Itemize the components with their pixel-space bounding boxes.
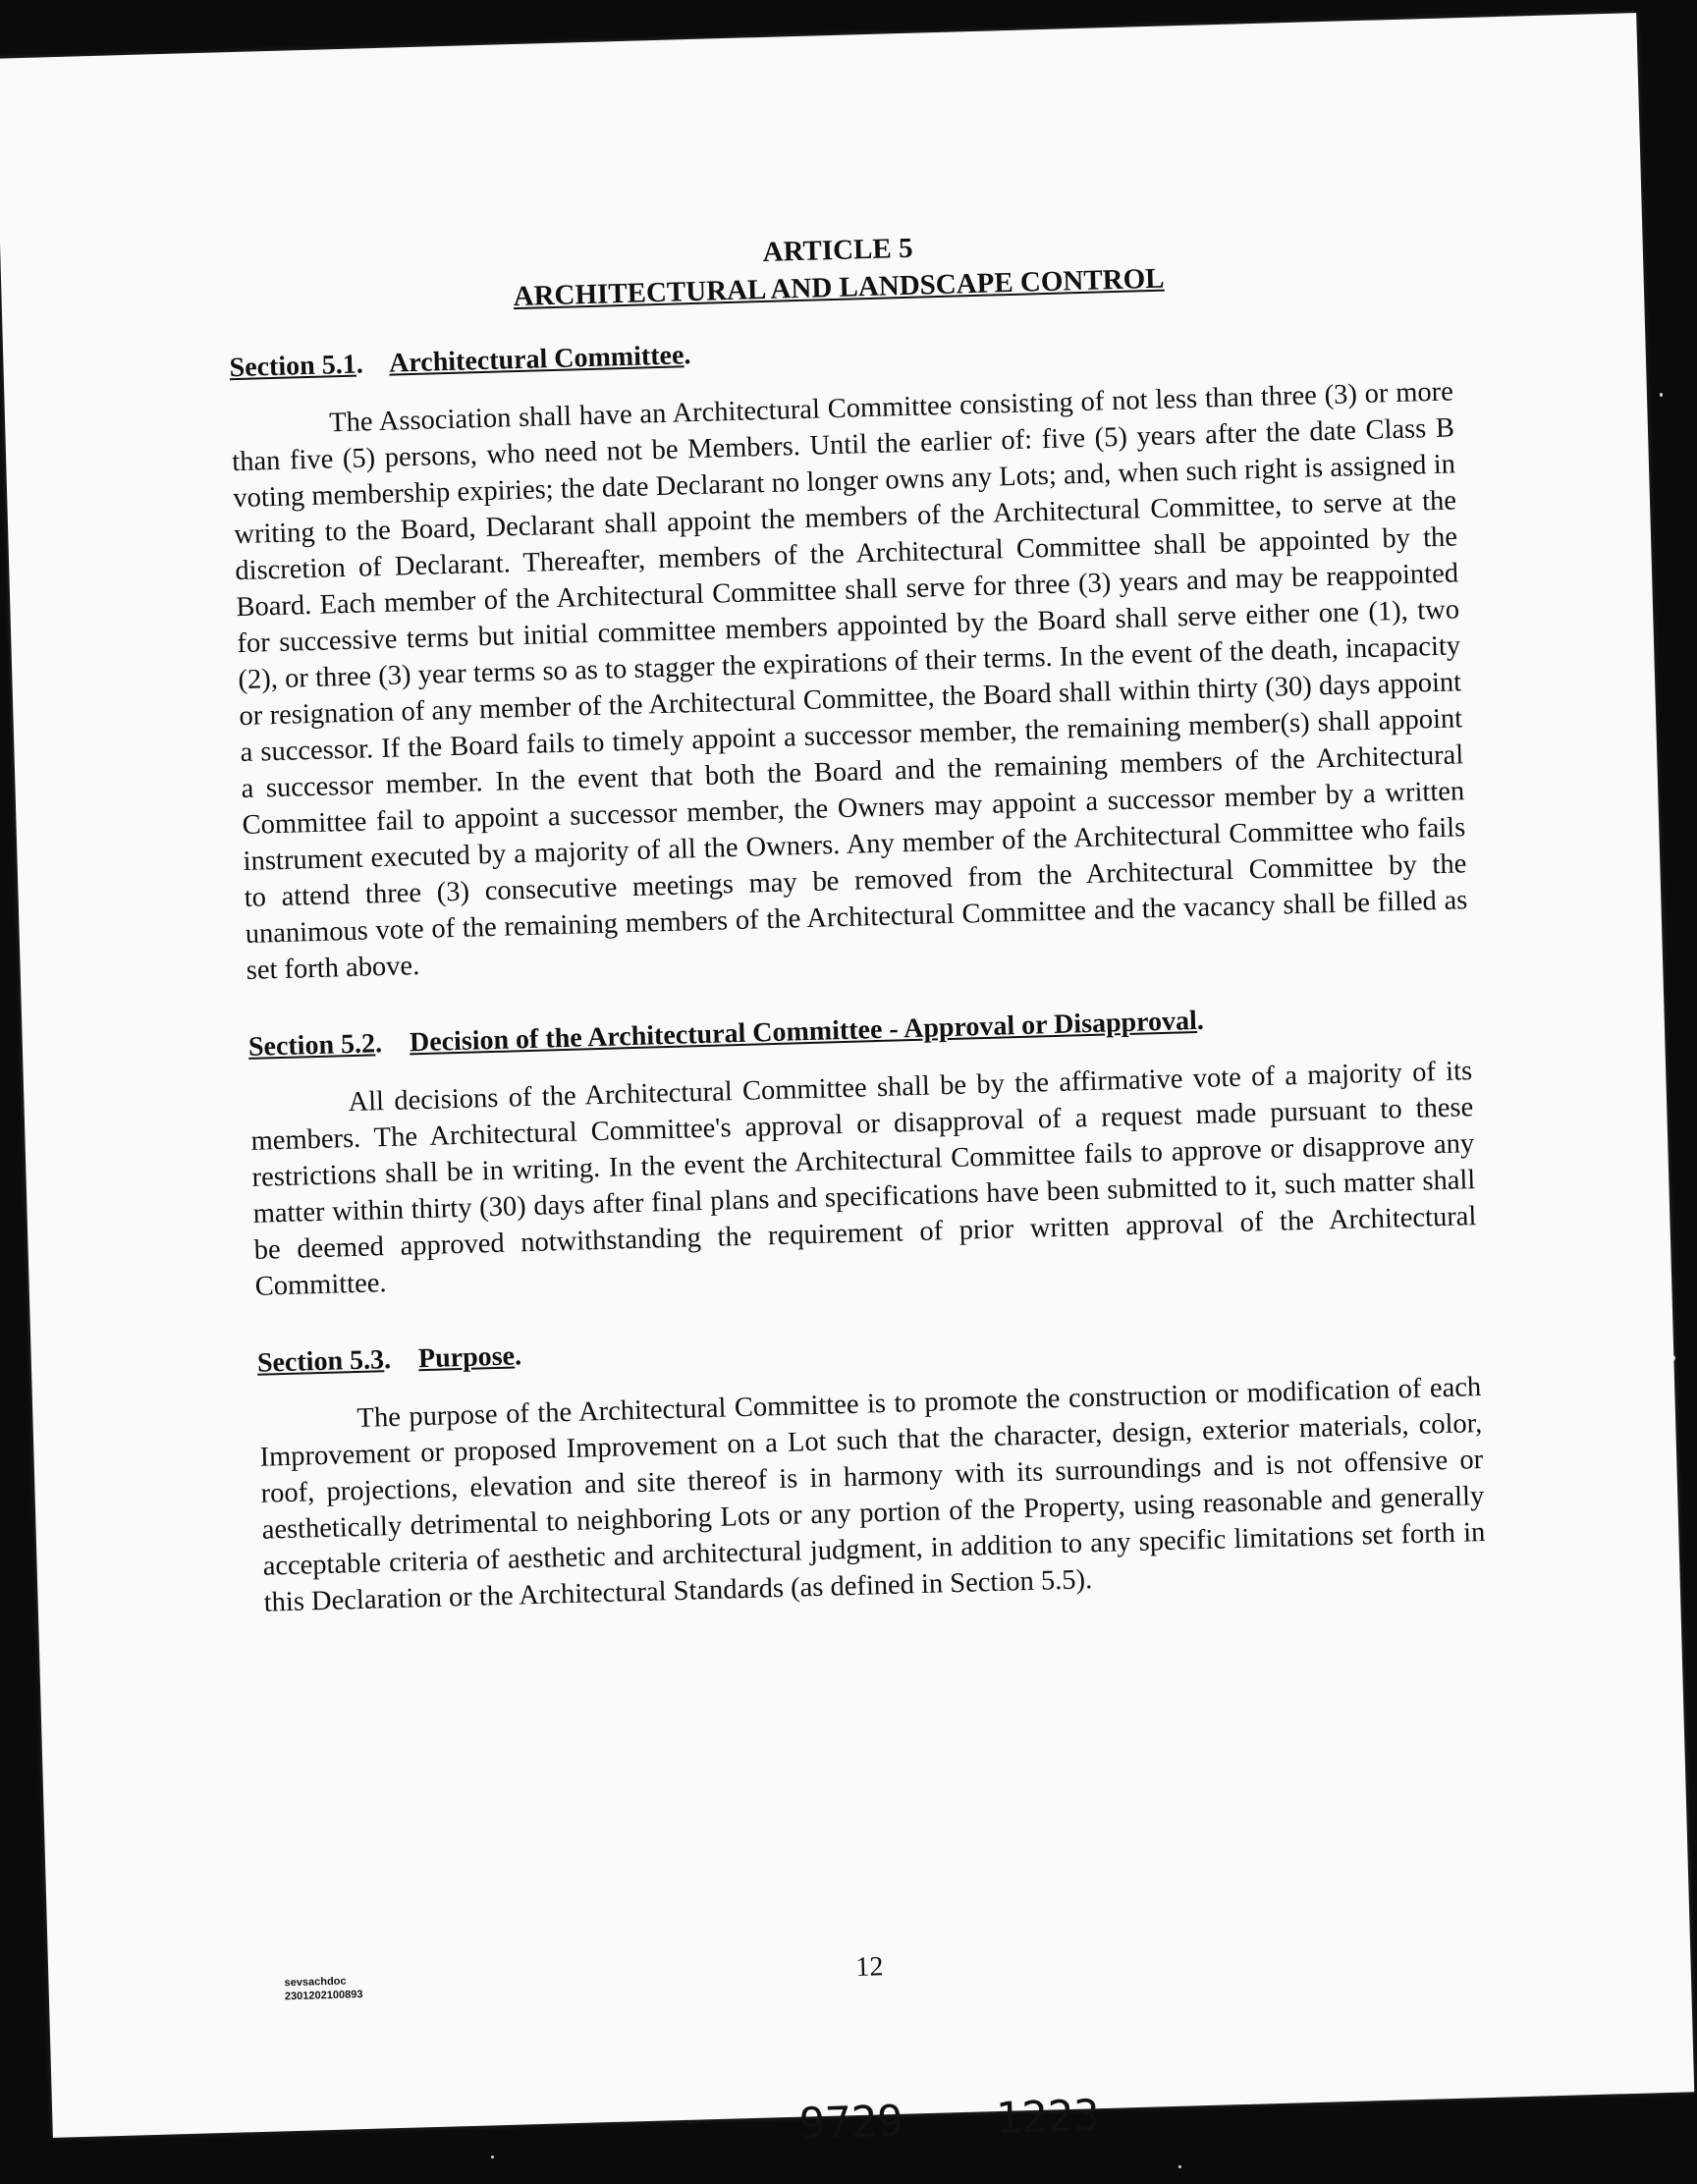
- scan-speck: [1660, 393, 1663, 397]
- article-title: ARCHITECTURAL AND LANDSCAPE CONTROL: [513, 262, 1165, 313]
- section-body: The Association shall have an Architectural Committee consisting of not less than three (3) or more than five (5) persons, who need not be Members. Until the earlier of: five (5) years after the date Class B voting membership expiries; the date Declarant no longer owns any Lots; and, when such right is assigned in writing to the Board, Declarant shall appoint the members of the Architectural Committee, to serve at the discretion of Declarant. Thereafter, members of the Architectural Committee shall be appointed by the Board. Each member of the Architectural Committee shall serve for three (3) years and may be reappointed for successive terms but initial committee members appointed by the Board shall serve either one (1), two (2), or three (3) year terms so as to stagger the expirations of their terms. In the event of the death, incapacity or resignation of any member of the Architectural Committee, the Board shall within thirty (30) days appoint a successor. If the Board fails to timely appoint a successor member, the remaining member(s) shall appoint a successor member. In the event that both the Board and the remaining members of the Architectural Committee fail to appoint a successor member, the Owners may appoint a successor member by a written instrument executed by a majority of all the Owners. Any member of the Architectural Committee who fails to attend three (3) consecutive meetings may be removed from the Architectural Committee by the unanimous vote of the remaining members of the Architectural Committee and the vacancy shall be filled as set forth above.: [231, 376, 1468, 986]
- section-heading: Section 5.1. Architectural Committee.: [229, 340, 691, 384]
- section-body: All decisions of the Architectural Committee shall be by the affirmative vote of a majority of its members. The Architectural Committee's approval or disapproval of a request made pursuant to these restrictions shall be in writing. In the event the Architectural Committee fails to approve or disapprove any matter within thirty (30) days after final plans and specifications have been submitted to it, such matter shall be deemed approved notwithstanding the requirement of prior written approval of the Architectural Committee.: [250, 1056, 1477, 1302]
- section-number: Section 5.1: [229, 349, 357, 384]
- document-code-line: 2301202100893: [284, 1989, 363, 2003]
- stamp-number-left: 9729: [798, 2096, 904, 2150]
- article-heading: [226, 214, 1451, 323]
- section-title: Decision of the Architectural Committee - Approval or Disapproval: [409, 1005, 1198, 1059]
- section-body: The purpose of the Architectural Committee is to promote the construction or modification of each Improvement or proposed Improvement on a Lot such that the character, design, exterior materials, color, roof, projections, elevation and site thereof is in harmony with its surroundings and is not offensive or aesthetically detrimental to neighboring Lots or any portion of the Property, using reasonable and generally acceptable criteria of aesthetic and architectural judgment, in addition to any specific limitations set forth in this Declaration or the Architectural Standards (as defined in Section 5.5).: [259, 1372, 1486, 1618]
- article-number: ARTICLE 5: [762, 232, 913, 268]
- document-code-line: sevsachdoc: [284, 1975, 347, 1990]
- document-page: [0, 13, 1694, 2150]
- section-title: Purpose: [417, 1340, 516, 1375]
- document-content: [226, 214, 1488, 1664]
- section-heading: Section 5.3. Purpose.: [256, 1340, 522, 1379]
- section-number: Section 5.3: [256, 1344, 385, 1379]
- stamp-number-right: 1223: [995, 2091, 1101, 2145]
- page-number: 12: [854, 1951, 884, 1984]
- section-heading: Section 5.2. Decision of the Architectural Committee - Approval or Disapproval.: [247, 1005, 1205, 1063]
- scan-speck: [1178, 2165, 1181, 2168]
- scan-speck: [491, 2156, 494, 2158]
- section-number: Section 5.2: [247, 1028, 376, 1063]
- section-title: Architectural Committee: [388, 340, 684, 379]
